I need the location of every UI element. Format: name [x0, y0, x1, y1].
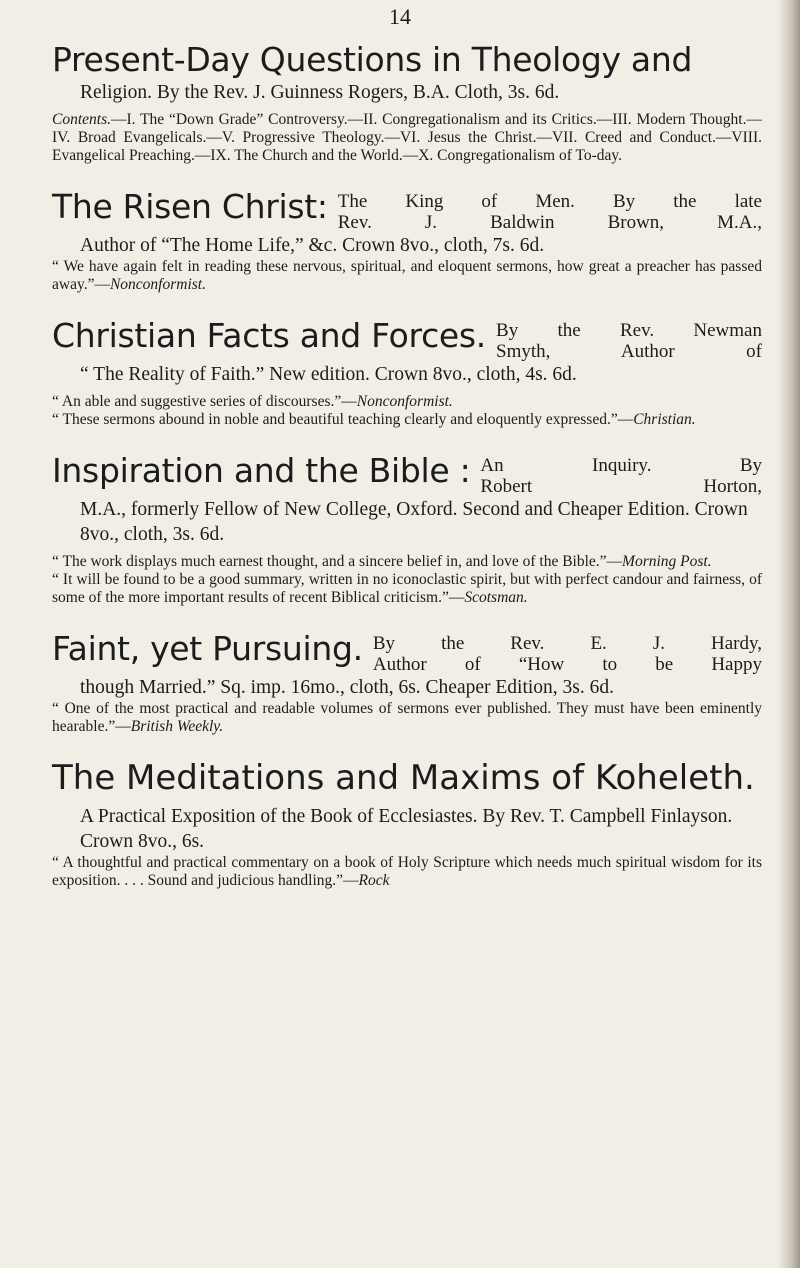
entry-contents	[52, 111, 762, 165]
contents-text: —I. The “Down Grade” Controversy.—II. Congregationalism and its Critics.—III. Modern Thought.—IV. Broad Evangelicals.—V. Progressive Theology.—VI. Jesus the Christ.—VII. Creed and Conduct.—VIII. Evangelical Preaching.—IX. The Church and the World.—X. Congregationalism of To-day.	[52, 111, 762, 164]
entry-details: M.A., formerly Fellow of New College, Oxford. Second and Cheaper Edition. Crown 8vo., cloth, 3s. 6d.	[80, 499, 748, 545]
review: “ We have again felt in reading these nervous, spiritual, and eloquent sermons, how great a preacher has passed away.”—Nonconformist.	[52, 258, 762, 293]
entry-risen-christ	[52, 187, 762, 294]
review-source: Nonconformist.	[109, 276, 206, 293]
entry-details: though Married.” Sq. imp. 16mo., cloth, 6s. Cheaper Edition, 3s. 6d.	[80, 677, 615, 698]
entry-title: Present-Day Questions in Theology and	[52, 40, 693, 79]
entry-present-day-questions	[52, 40, 762, 165]
page-edge-shadow	[778, 0, 800, 1268]
entry-christian-facts	[52, 316, 762, 429]
contents-label: Contents.	[52, 111, 111, 128]
entry-author-line: An Inquiry. By Robert Horton,	[480, 455, 762, 497]
entry-details: A Practical Exposition of the Book of Ecclesiastes. By Rev. T. Campbell Finlayson. Crown 8vo., 6s.	[80, 806, 733, 852]
review-source: British Weekly.	[130, 718, 224, 735]
entry-author-line: The King of Men. By the late Rev. J. Baldwin Brown, M.A.,	[337, 191, 762, 233]
review-source: Christian.	[633, 411, 696, 428]
review: “ An able and suggestive series of discourses.”—Nonconformist.	[52, 393, 453, 410]
entry-title: Faint, yet Pursuing.	[52, 629, 363, 668]
entry-details: Religion. By the Rev. J. Guinness Rogers, B.A. Cloth, 3s. 6d.	[80, 82, 560, 103]
review: “ The work displays much earnest thought, and a sincere belief in, and love of the Bible.”—Morning Post.	[52, 553, 712, 570]
review: “ It will be found to be a good summary, written in no iconoclastic spirit, but with perfect candour and fairness, of some of the more important results of recent Biblical criticism.”—Scotsman.	[52, 571, 762, 606]
entry-title: The Risen Christ:	[52, 187, 328, 226]
review-source: Morning Post.	[622, 553, 712, 570]
entry-author-line: By the Rev. Newman Smyth, Author of	[496, 320, 762, 362]
entry-faint-yet-pursuing	[52, 629, 762, 736]
entry-inspiration-bible	[52, 451, 762, 607]
entry-title: Inspiration and the Bible :	[52, 451, 471, 490]
entry-details: “ The Reality of Faith.” New edition. Crown 8vo., cloth, 4s. 6d.	[80, 364, 577, 385]
review-source: Scotsman.	[464, 589, 528, 606]
review-source: Rock	[358, 872, 390, 889]
entry-koheleth	[52, 758, 762, 890]
entry-title: Christian Facts and Forces.	[52, 316, 487, 355]
entry-title: The Meditations and Maxims of Koheleth.	[52, 758, 755, 798]
entry-details: Author of “The Home Life,” &c. Crown 8vo., cloth, 7s. 6d.	[80, 235, 545, 256]
review: “ One of the most practical and readable volumes of sermons ever published. They must have been eminently hearable.”—British Weekly.	[52, 700, 762, 735]
review: “ A thoughtful and practical commentary on a book of Holy Scripture which needs much spiritual wisdom for its exposition. . . . Sound and judicious handling.”—Rock	[52, 854, 762, 889]
review: “ These sermons abound in noble and beautiful teaching clearly and eloquently expressed.”—Christian.	[52, 411, 696, 428]
page-number: 14	[389, 4, 411, 29]
catalogue-listing	[52, 40, 762, 890]
review-source: Nonconformist.	[356, 393, 453, 410]
entry-author-line: By the Rev. E. J. Hardy, Author of “How to be Happy	[372, 633, 762, 675]
